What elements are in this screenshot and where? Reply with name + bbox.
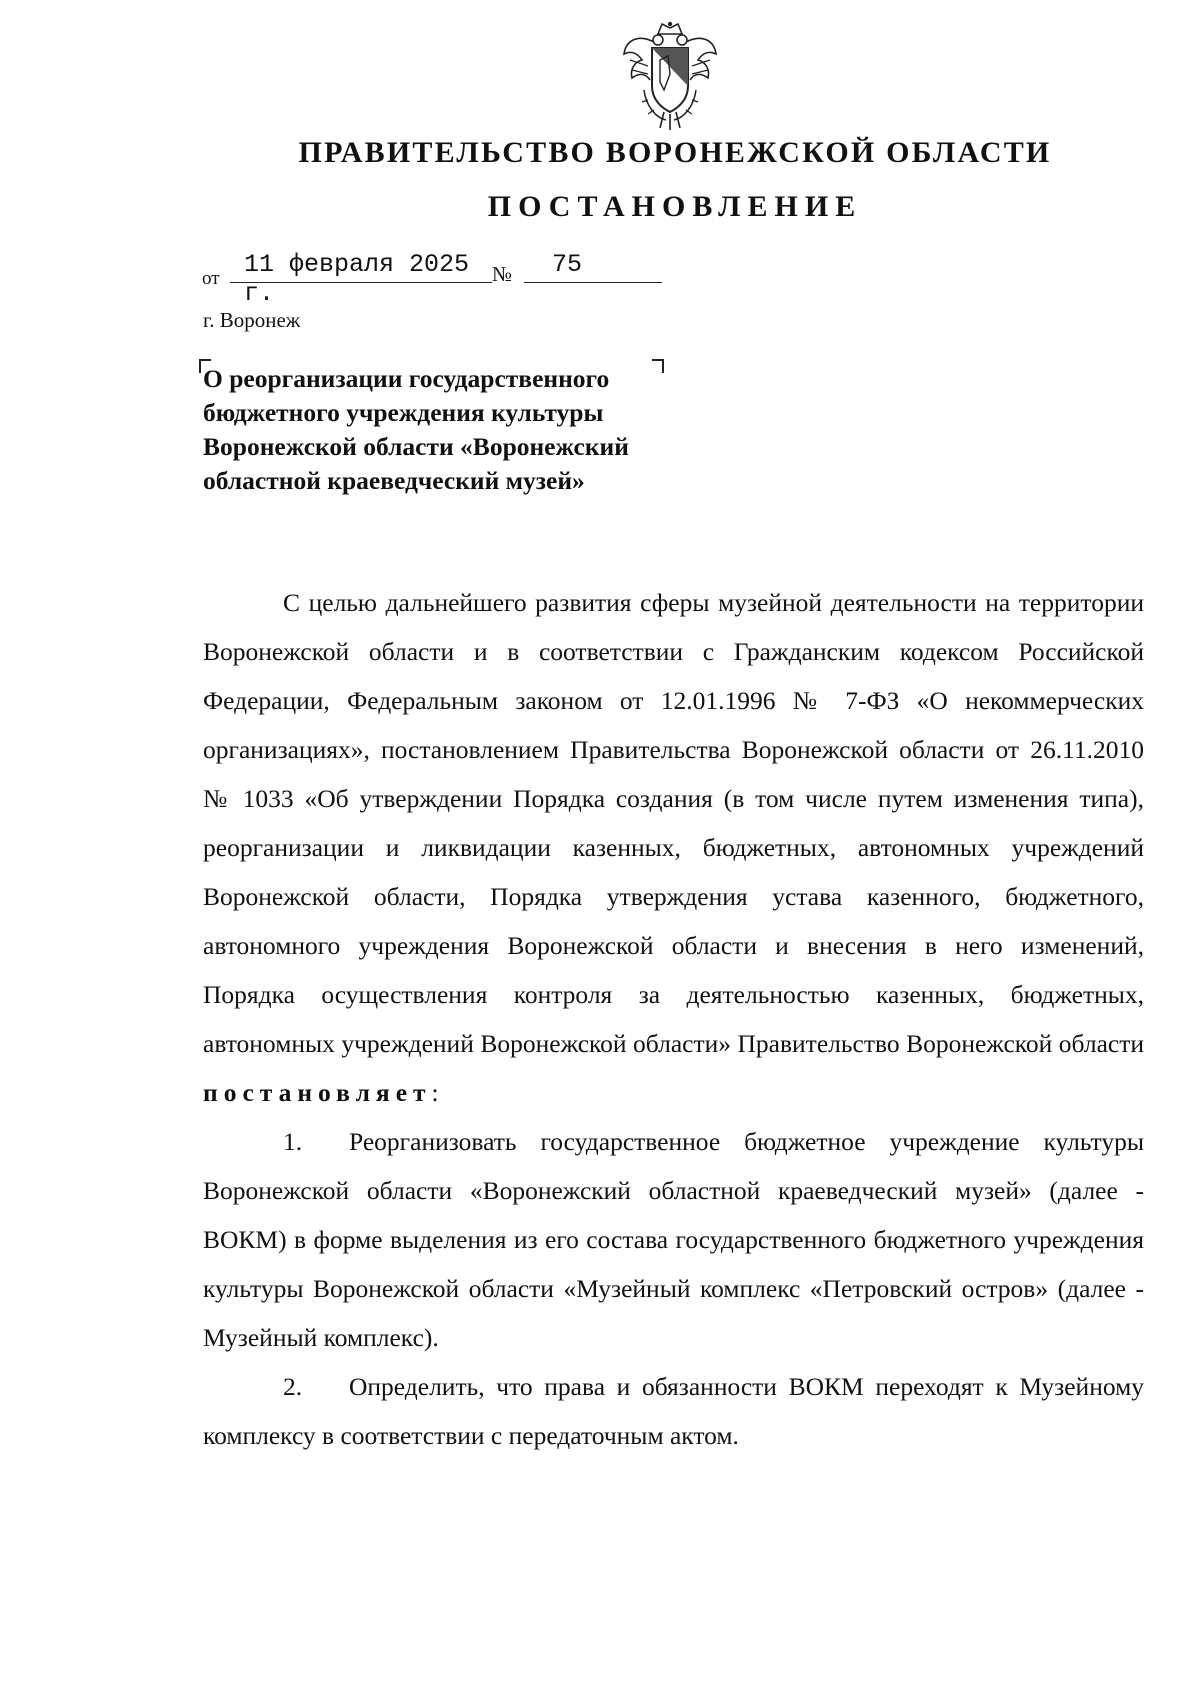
decree-word: постановляет — [203, 1078, 432, 1107]
document-type: ПОСТАНОВЛЕНИЕ — [487, 190, 863, 223]
preamble-text: С целью дальнейшего развития сферы музейной деятельности на территории Воронежской области и в соответствии с Гражданским кодексом Российской Федерации, Федеральным законом от 12.01.1996 № 7-ФЗ «О некоммерческих организациях», постановлением Правительства Воронежской области от 26.11.2010 № 1033 «Об утверждении Порядка создания (в том числе путем изменения типа), реорганизации и ликвидации казенных, бюджетных, автономных учреждений Воронежской области, Порядка утверждения устава казенного, бюджетного, автономного учреждения Воронежской области и внесения в него изменений, Порядка осуществления контроля за деятельностью казенных, бюджетных, автономных учреждений Воронежской области» Правительство Воронежской области — [203, 588, 1144, 1058]
list-item — [203, 1117, 1144, 1362]
city: г. Воронеж — [203, 308, 301, 332]
document-subject: О реорганизации государственного бюджетного учреждения культуры Воронежской области «Воронежский областной краеведческий музей» — [203, 364, 629, 495]
item-text: Определить, что права и обязанности ВОКМ переходят к Музейному комплексу в соответствии с передаточным актом. — [203, 1372, 1144, 1450]
item-number: 2. — [283, 1372, 303, 1401]
item-number: 1. — [283, 1127, 303, 1156]
government-title: ПРАВИТЕЛЬСТВО ВОРОНЕЖСКОЙ ОБЛАСТИ — [298, 136, 1052, 169]
document-date: 11 февраля 2025 г. — [230, 250, 492, 283]
document-number: 75 — [524, 250, 662, 283]
number-label: № — [492, 262, 513, 286]
coat-of-arms-icon — [620, 20, 720, 132]
item-text: Реорганизовать государственное бюджетное учреждение культуры Воронежской области «Воронежский областной краеведческий музей» (далее - ВОКМ) в форме выделения из его состава государственного бюджетного учреждения культуры Воронежской области «Музейный комплекс «Петровский остров» (далее - Музейный комплекс). — [203, 1127, 1144, 1352]
decree-colon: : — [431, 1078, 439, 1107]
date-number-line — [202, 250, 672, 308]
preamble-paragraph — [203, 578, 1144, 1117]
document-body — [203, 578, 1144, 1460]
from-label: от — [202, 268, 220, 289]
list-item — [203, 1362, 1144, 1460]
